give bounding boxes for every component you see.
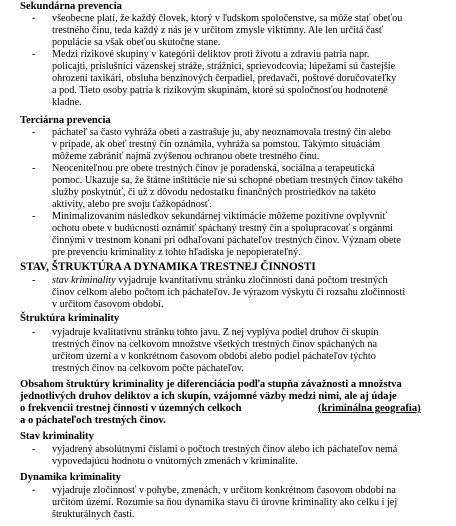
text-line: trestných činov na celkovom množstve všetkých trestných činov spáchaných na (52, 339, 378, 350)
bold-paragraph-line: o frekvencii trestnej činnosti v územných celkoch (20, 403, 242, 414)
bullet-marker: - (32, 211, 36, 222)
text-line: v určitom časovom období. (52, 299, 164, 310)
text-span: vyjadruje kvantitatívnu stránku zločinnosti daná počtom trestných (115, 275, 388, 286)
text-line: vyjadruje zločinnosť v pohybe, zmenách, v určitom konkrétnom časovom období na (52, 485, 396, 496)
text-line: populácie sa však obeťou skutočne stane. (52, 37, 221, 48)
text-line: Minimalizovaním následkov sekundárnej viktimácie môžeme pozitívne ovplyvniť (52, 211, 387, 222)
text-line: trestného činu, teda každý z nás je v určitom zmysle viktímny. Ale len určitá časť (52, 25, 384, 36)
bullet-marker: - (32, 327, 36, 338)
text-line: určitom území a v konkrétnom časovom období alebo podiel páchateľov týchto (52, 351, 376, 362)
text-line: trestných činov na celkovom počte páchateľov. (52, 363, 244, 374)
text-line: môžeme zabrániť najmä zvýšenou ochranou obete trestného činu. (52, 151, 320, 162)
text-line: vyjadrený absolútnymi číslami o počtoch trestných činov alebo ich páchateľov nemá (52, 444, 398, 455)
bold-paragraph-line: jednotlivých druhov deliktov a ich skupín, vzájomné väzby medzi nimi, ale aj údaje (20, 391, 397, 402)
italic-term: stav kriminality (52, 275, 116, 286)
text-line: štrukturálnych častí. (52, 509, 135, 520)
text-line: činnými v trestnom konaní pri odhaľovaní páchateľov trestných činov. Význam obete (52, 235, 401, 246)
bullet-marker: - (32, 485, 36, 496)
underlined-term: (kriminálna geografia) (318, 403, 421, 414)
text-line: pre prevenciu kriminality z tohto hľadiska je nepopierateľný. (52, 247, 301, 258)
text-line: služby poskytnúť, či už z dôvodu nedostatku finančných prostriedkov na takéto (52, 187, 376, 198)
text-line: určitom území. Rozumie sa ňou dynamika stavu či úrovne kriminality ako celku i jej (52, 497, 398, 508)
text-line: policajti, príslušníci väzenskej stráže, strážnici, sprievodcovia; lúpežami sú častejšie (52, 61, 396, 72)
heading-stav-kriminality: Stav kriminality (20, 431, 94, 442)
heading-struktura: Štruktúra kriminality (20, 313, 120, 324)
text-line: v prípade, ak obeť trestný čin oznámila, vyhráža sa pomstou. Takýmto situáciám (52, 139, 381, 150)
text-line: ochotu obete v budúcnosti oznámiť spáchaný trestný čin a spolupracovať s orgánmi (52, 223, 393, 234)
text-line: a pod. Tieto osoby patria k rizikovým skupinám, ktoré sú spoločnosťou hodnotené (52, 85, 388, 96)
text-line: činov celkom alebo počtom ich páchateľov. Je výrazom výskytu či rozsahu zločinnosti (52, 287, 406, 298)
heading-terciarna: Terciárna prevencia (20, 115, 111, 126)
text-line: ohrození taxikári, obsluha benzínových čerpadiel, predavači, poštové doručovateľky (52, 73, 397, 84)
text-line: vyjadruje kvalitatívnu stránku tohto javu. Z nej vyplýva podiel druhov či skupín (52, 327, 379, 338)
text-line: vypovedajúcu hodnotu o vnútorných zmenách v kriminalite. (52, 456, 298, 467)
bullet-marker: - (32, 127, 36, 138)
text-line: páchateľ sa často vyhráža obeti a zastrašuje ju, aby neoznamovala trestný čin alebo (52, 127, 391, 138)
text-line: Neoceniteľnou pre obete trestných činov je poradenská, sociálna a terapeutická (52, 163, 375, 174)
bullet-marker: - (32, 444, 36, 455)
bold-paragraph-line: a o páchateľoch trestných činov. (20, 415, 166, 426)
text-line (52, 275, 388, 287)
heading-stav-struktura-dynamika: STAV, ŠTRUKTÚRA A DYNAMIKA TRESTNEJ ČINNOSTI (20, 261, 316, 273)
bold-paragraph-underlined (318, 403, 421, 415)
bullet-marker: - (32, 163, 36, 174)
bullet-marker: - (32, 275, 36, 286)
heading-sekundarna: Sekundárna prevencia (20, 1, 122, 12)
text-line: Medzi rizikové skupiny v kategórii deliktov proti životu a zdraviu patria napr. (52, 49, 370, 60)
text-line: aktivity, alebo pre svoju ťažkopádnosť. (52, 199, 212, 210)
heading-dynamika: Dynamika kriminality (20, 472, 121, 483)
bold-paragraph-line: Obsahom štruktúry kriminality je diferenciácia podľa stupňa závažnosti a množstva (20, 379, 402, 390)
text-line: kladne. (52, 97, 82, 108)
text-line: všeobecne platí, že každý človek, ktorý v ľudskom spoločenstve, sa môže stať obeťou (52, 13, 403, 24)
bullet-marker: - (32, 49, 36, 60)
bullet-marker: - (32, 13, 36, 24)
text-line: pomoc. Ukazuje sa, že štátne inštitúcie nie sú schopné obetiam trestných činov takého (52, 175, 403, 186)
